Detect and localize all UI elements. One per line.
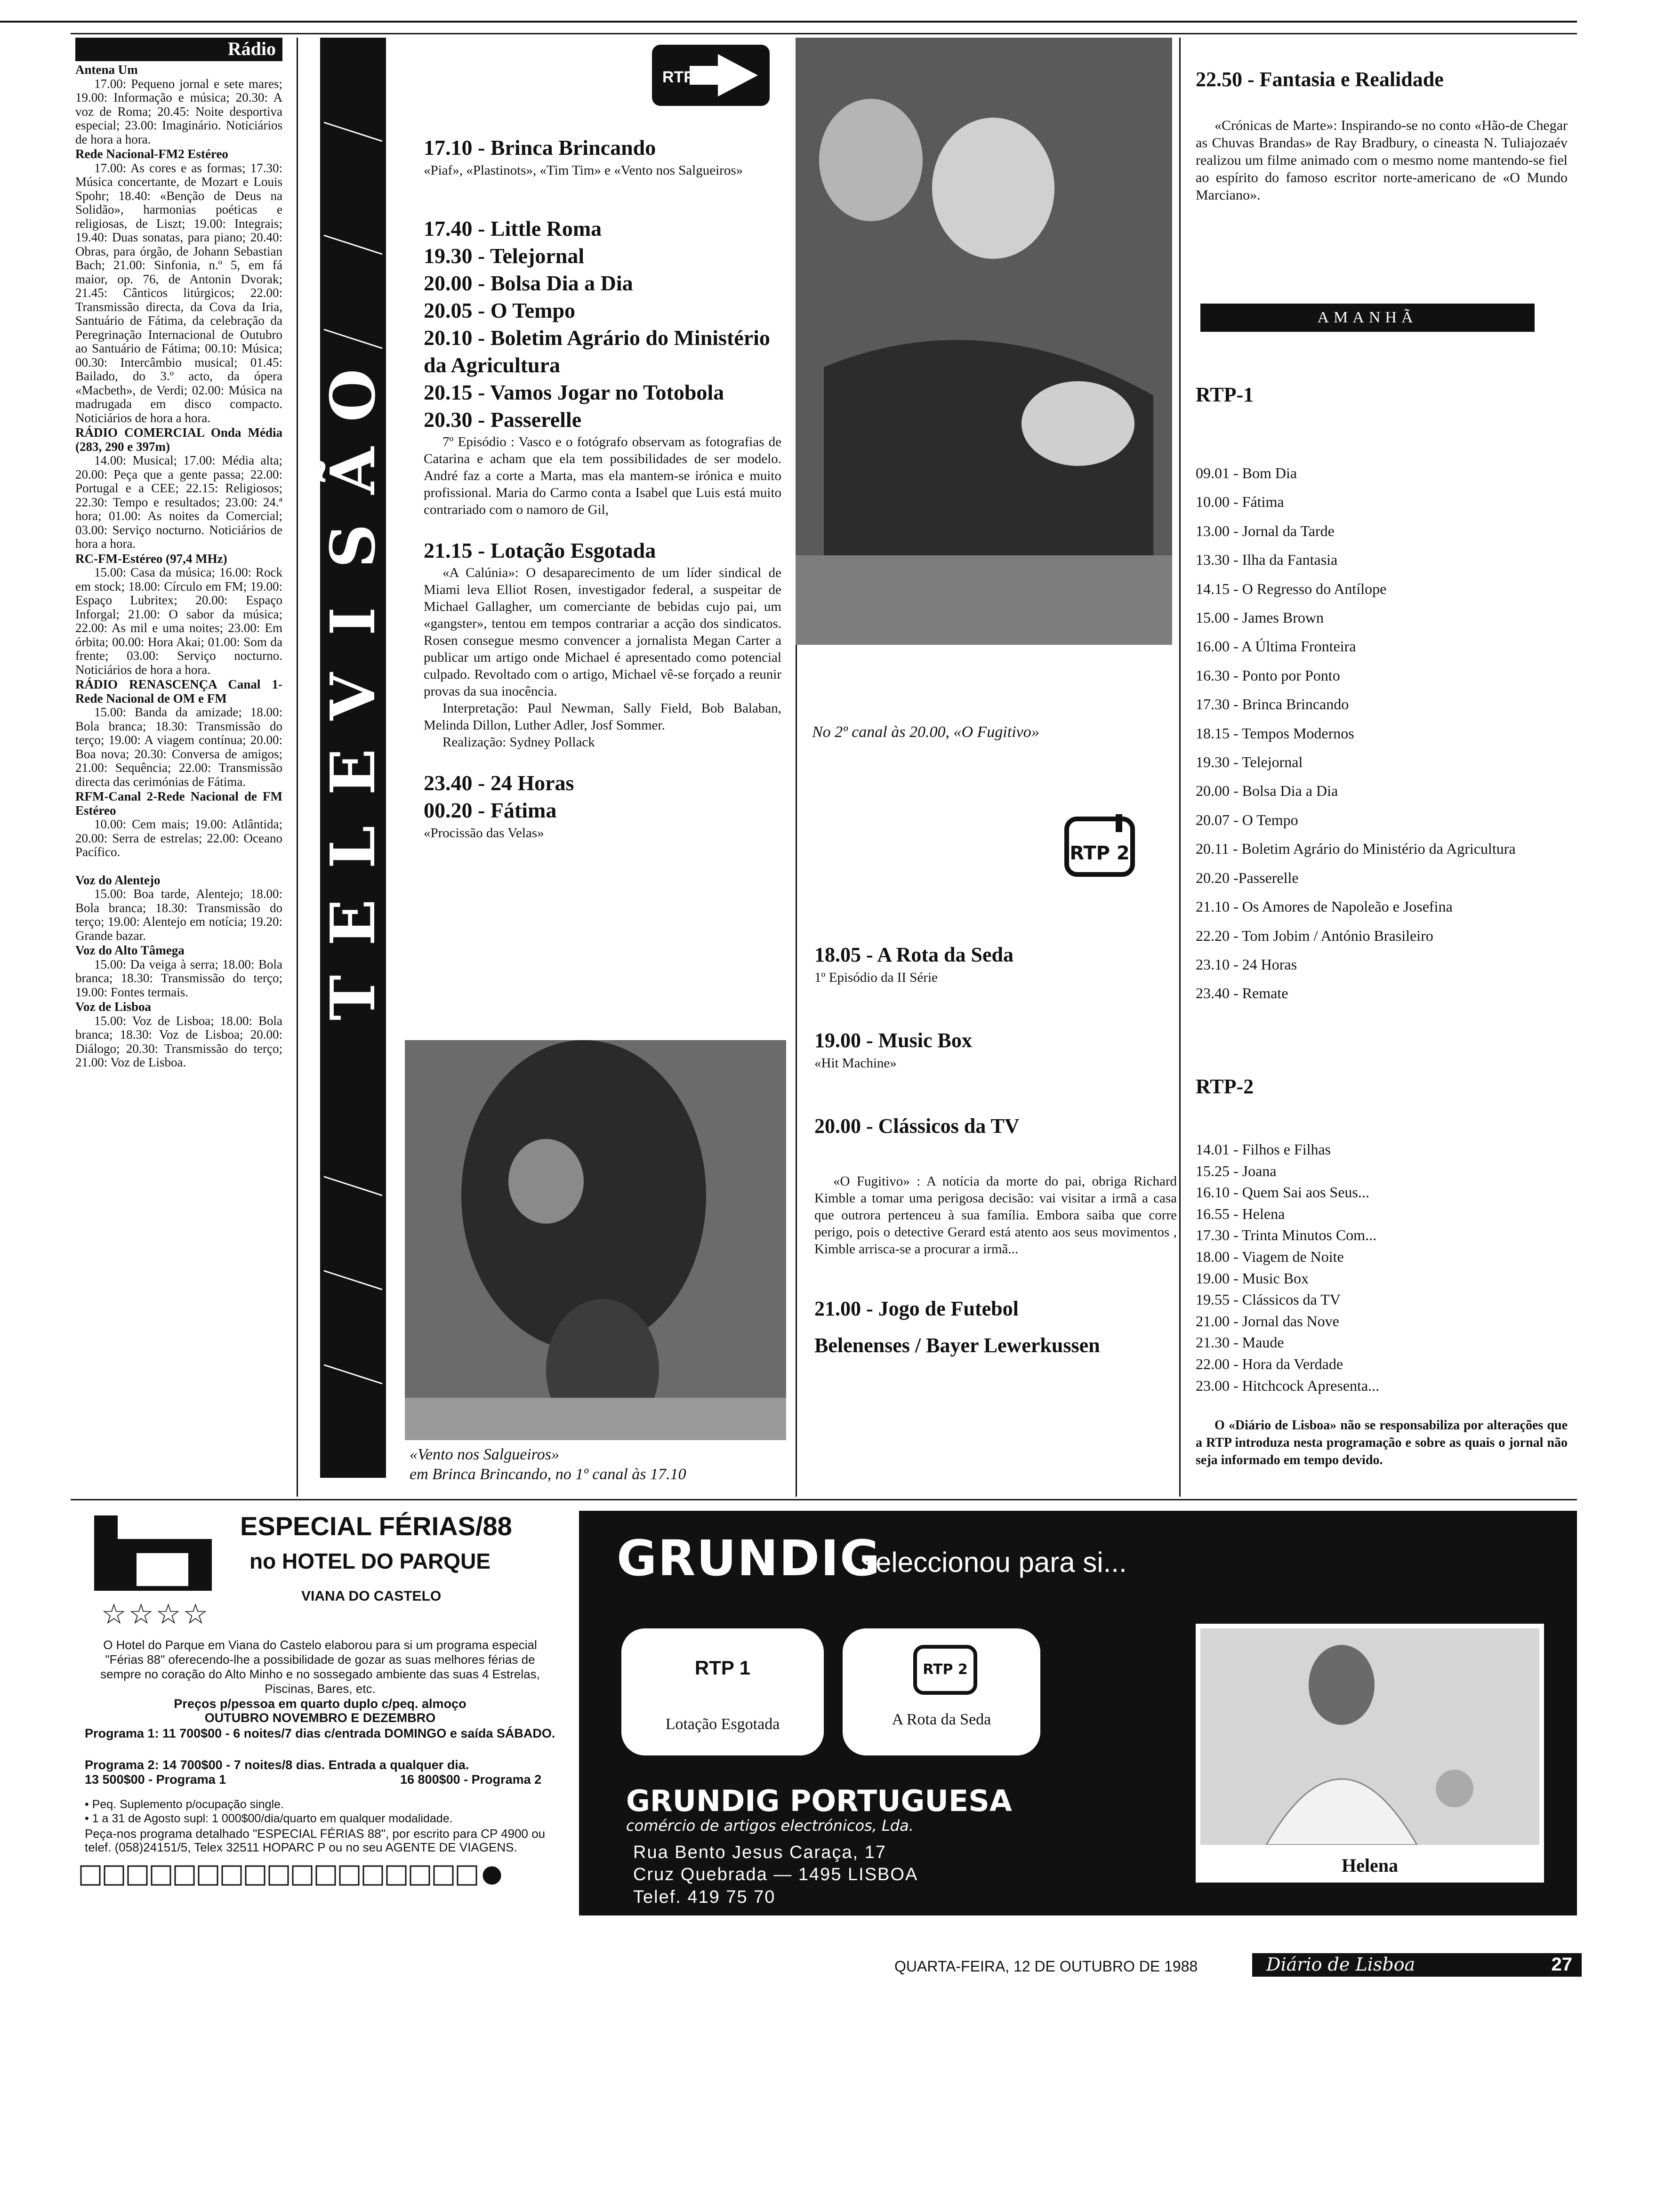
hotel-ad-prog1: Programa 1: 11 700$00 - 6 noites/7 dias c/entrada DOMINGO e saída SÁBADO. — [85, 1726, 555, 1740]
tomorrow-item: 13.30 - Ilha da Fantasia — [1196, 551, 1338, 569]
lotacao-description: «A Calúnia»: O desaparecimento de um líder sindical de Miami leva Elliot Rosen, investigador federal, a suspeitar de Michael Gallagher, um comerciante de bebidas cujo pai, um «gangster», tentou em tempos contrariar a acção dos sindicatos. Rosen consegue mesmo convencer a jornalista Megan Carter a publicar um artigo onde Michael é apresentado como potencial culpado. Revoltado com o artigo, Michael vê-se forçado a reunir provas da sua inocência. — [424, 565, 781, 699]
tomorrow-item: 17.30 - Trinta Minutos Com... — [1196, 1226, 1377, 1244]
slot-title: 00.20 - Fátima — [424, 798, 557, 822]
slot-title: 21.15 - Lotação Esgotada — [424, 538, 656, 562]
tomorrow-item: 16.30 - Ponto por Ponto — [1196, 666, 1340, 684]
tomorrow-item: 10.00 - Fátima — [1196, 493, 1284, 511]
station-schedule: 15.00: Casa da música; 16.00: Rock em stock; 18.00: Círculo em FM; 19.00: Espaço Lubritex; 20.00: Espaço Inforgal; 21.00: O sabor da música; 22.00: As mil e uma noites; 23.00: Em órbita; 00.00: Hora Akai; 01.00: Som da frente; 03.00: Serviço nocturno. Noticiários de hora a hora. — [75, 565, 282, 677]
hotel-ad-body: O Hotel do Parque em Viana do Castelo elaborou para si um programa especial "Férias 88" oferecendo-lhe a possibilidade de gozar as suas melhores férias de sempre no coração do Alto Minho e no sossegado ambiente das suas 4 Estrelas, Piscinas, Bares, etc. — [100, 1638, 540, 1696]
tomorrow-item: 15.00 - James Brown — [1196, 609, 1324, 626]
radio-block-alto-tamega — [75, 944, 282, 999]
hotel-logo — [85, 1511, 226, 1600]
tv-screen-2 — [843, 1628, 1040, 1755]
hotel-ad-price-b: 16 800$00 - Programa 2 — [400, 1772, 542, 1787]
disclaimer — [1196, 1417, 1568, 1469]
station-schedule: 15.00: Da veiga à serra; 18.00: Bola branca; 18.30: Transmissão do terço; 19.00: Fontes termais. — [75, 957, 282, 999]
tomorrow-item: 14.01 - Filhos e Filhas — [1196, 1141, 1331, 1158]
slot-title: 19.30 - Telejornal — [424, 244, 585, 268]
hotel-ad-note3: Peça-nos programa detalhado "ESPECIAL FÉRIAS 88", por escrito para CP 4900 ou telef. (058)24151/5, Telex 32511 HOPARC P ou no seu AGENTE DE VIAGENS. — [85, 1827, 546, 1854]
slot-subtitle: «Hit Machine» — [814, 1056, 897, 1071]
fantasia-description: «Crónicas de Marte»: Inspirando-se no conto «Hão-de Chegar as Chuvas Brandas» de Ray Bradbury, o cineasta N. Tuliajozaév realizou um filme animado com o mesmo nome mantendo-se fiel ao espírito do famoso escritor norte-americano de «O Mundo Marciano». — [1196, 118, 1568, 203]
header-rule — [71, 33, 1577, 34]
amanha-header: AMANHÃ — [1200, 304, 1535, 332]
tomorrow-item: 23.40 - Remate — [1196, 985, 1288, 1002]
station-schedule: 10.00: Cem mais; 19.00: Atlântida; 20.00: Serra de estrelas; 22.00: Oceano Pacífico. — [75, 817, 282, 859]
slot-subtitle: «Piaf», «Plastinots», «Tim Tim» e «Vento nos Salgueiros» — [424, 163, 743, 178]
slot-title: 20.10 - Boletim Agrário do Ministério da Agricultura — [424, 326, 770, 377]
tomorrow-rtp2 — [1196, 1073, 1568, 1100]
tomorrow-item: 17.30 - Brinca Brincando — [1196, 696, 1349, 713]
tomorrow-item: 14.15 - O Regresso do Antílope — [1196, 580, 1387, 597]
radio-block-fm2 — [75, 147, 282, 425]
station-name: Voz de Lisboa — [75, 1000, 152, 1014]
hotel-ad-months: OUTUBRO NOVEMBRO E DEZEMBRO — [204, 1711, 436, 1725]
band-letter: V — [317, 673, 389, 721]
band-letter: E — [317, 899, 389, 946]
hotel-ad-place: VIANA DO CASTELO — [301, 1588, 442, 1604]
radio-header: Rádio — [75, 38, 282, 61]
station-name: Voz do Alentejo — [75, 873, 161, 887]
radio-block-voz-lisboa — [75, 1000, 282, 1070]
rtp1-schedule — [424, 134, 781, 845]
channel-heading: RTP-1 — [1196, 383, 1254, 406]
tomorrow-item: 19.30 - Telejornal — [1196, 753, 1303, 771]
hotel-ad-prices-head: Preços p/pessoa em quarto duplo c/peq. almoço — [174, 1697, 467, 1711]
tomorrow-item: 18.15 - Tempos Modernos — [1196, 724, 1354, 742]
radio-block-rc-fm — [75, 552, 282, 677]
radio-block-comercial — [75, 426, 282, 551]
tomorrow-item: 16.10 - Quem Sai aos Seus... — [1196, 1184, 1369, 1201]
station-name: RÁDIO RENASCENÇA Canal 1-Rede Nacional de OM e FM — [75, 677, 282, 705]
hotel-ad-title: ESPECIAL FÉRIAS/88 — [240, 1511, 512, 1541]
tomorrow-item: 23.10 - 24 Horas — [1196, 955, 1297, 973]
band-letter: L — [317, 825, 389, 869]
tv2-logo: RTP 2 — [913, 1645, 977, 1695]
rtp2-logo — [1064, 814, 1139, 880]
station-name: Voz do Alto Tâmega — [75, 943, 185, 957]
band-letter: T — [317, 975, 389, 1021]
grundig-phone: Telef. 419 75 70 — [633, 1887, 776, 1907]
footer-paper-name: Diário de Lisboa — [1266, 1954, 1416, 1975]
band-letter: O — [317, 369, 389, 422]
hotel-ad-prog2: Programa 2: 14 700$00 - 7 noites/8 dias. Entrada a qualquer dia. — [85, 1758, 469, 1772]
column-divider — [1179, 38, 1181, 1497]
tomorrow-item: 15.25 - Joana — [1196, 1162, 1277, 1179]
slot-title: 20.05 - O Tempo — [424, 298, 576, 322]
station-name: RC-FM-Estéreo (97,4 MHz) — [75, 551, 227, 566]
grundig-tagline: seleccionou para si... — [861, 1547, 1127, 1578]
tomorrow-item: 18.00 - Viagem de Noite — [1196, 1248, 1344, 1265]
band-letter: S — [317, 524, 389, 568]
photo-vento-nos-salgueiros — [405, 1040, 786, 1440]
tomorrow-rtp1-list — [1196, 459, 1568, 1008]
radio-block-renascenca — [75, 678, 282, 789]
tv1-label: Lotação Esgotada — [665, 1715, 780, 1733]
photo-caption-rtp2: No 2º canal às 20.00, «O Fugitivo» — [812, 723, 1039, 741]
station-name: RÁDIO COMERCIAL Onda Média (283, 290 e 397m) — [75, 425, 282, 454]
fantasia-section — [1196, 66, 1568, 204]
tomorrow-item: 19.00 - Music Box — [1196, 1269, 1309, 1287]
slot-title: 19.00 - Music Box — [814, 1029, 972, 1052]
slot-title: 20.00 - Bolsa Dia a Dia — [424, 271, 633, 295]
ad-grundig — [579, 1511, 1577, 1915]
rtp1-logo — [652, 40, 770, 111]
grundig-company: GRUNDIG PORTUGUESA — [626, 1784, 1012, 1818]
tv2-label: A Rota da Seda — [892, 1711, 991, 1728]
hotel-ad-subtitle: no HOTEL DO PARQUE — [249, 1549, 491, 1573]
band-letter: I — [317, 607, 389, 636]
tomorrow-item: 21.30 - Maude — [1196, 1334, 1284, 1351]
hotel-ad-note2: • 1 a 31 de Agosto supl: 1 000$00/dia/quarto em qualquer modalidade. — [85, 1812, 453, 1825]
section-rule — [71, 1499, 1577, 1500]
rtp2-schedule — [814, 941, 1177, 1359]
hotel-amenity-icons — [80, 1864, 551, 1887]
slot-subtitle: 1º Episódio da II Série — [814, 970, 938, 985]
hotel-ad-price-a: 13 500$00 - Programa 1 — [85, 1772, 226, 1787]
photo-caption-rtp1 — [410, 1445, 786, 1484]
tomorrow-item: 23.00 - Hitchcock Apresenta... — [1196, 1377, 1380, 1394]
tomorrow-item: 09.01 - Bom Dia — [1196, 465, 1297, 481]
tomorrow-rtp2-list — [1196, 1139, 1568, 1396]
band-letter: E — [317, 748, 389, 795]
slot-subtitle: «Procissão das Velas» — [424, 825, 544, 841]
station-name: RFM-Canal 2-Rede Nacional de FM Estéreo — [75, 789, 282, 817]
slot-title: 17.10 - Brinca Brincando — [424, 136, 656, 160]
tomorrow-item: 19.55 - Clássicos da TV — [1196, 1291, 1341, 1308]
slot-title: 20.00 - Clássicos da TV — [814, 1114, 1020, 1138]
tomorrow-item: 20.11 - Boletim Agrário do Ministério da Agricultura — [1196, 840, 1516, 858]
grundig-address-1: Rua Bento Jesus Caraça, 17 — [633, 1843, 886, 1862]
slot-title: 21.00 - Jogo de Futebol — [814, 1297, 1019, 1320]
hotel-ad-note1: • Peq. Suplemento p/ocupação single. — [85, 1798, 284, 1811]
rtp1-logo-text: RTP — [662, 68, 694, 86]
radio-block-antena-um — [75, 63, 282, 146]
fugitivo-description: «O Fugitivo» : A notícia da morte do pai, obriga Richard Kimble a tomar uma perigosa decisão: vai visitar a irmã a casa que outrora pertenceu à sua família. Embora saiba que corre perigo, pois o detective Gerard está atento aos seus movimentos , Kimble arrisca-se a procurar a irmã... — [814, 1174, 1177, 1257]
radio-listings — [75, 38, 282, 1497]
slot-title: 18.05 - A Rota da Seda — [814, 943, 1014, 966]
helena-photo-frame — [1196, 1624, 1544, 1883]
slot-title: 22.50 - Fantasia e Realidade — [1196, 68, 1444, 91]
photo-image — [405, 1040, 786, 1440]
station-name: Antena Um — [75, 63, 138, 77]
grundig-address-2: Cruz Quebrada — 1495 LISBOA — [633, 1865, 918, 1884]
tomorrow-rtp1 — [1196, 381, 1568, 409]
rtp2-logo-text: RTP 2 — [1070, 842, 1130, 864]
tv1-logo: RTP 1 — [694, 1657, 751, 1679]
column-divider — [297, 38, 298, 1497]
station-schedule: 17.00: Pequeno jornal e sete mares; 19.00: Informação e música; 20.30: A voz de Roma; 20.45: Noite desportiva especial; 23.00: Imaginário. Noticiários de hora a hora. — [75, 76, 282, 146]
helena-photo — [1200, 1628, 1539, 1845]
slot-title: 23.40 - 24 Horas — [424, 771, 574, 795]
tomorrow-item: 21.00 - Jornal das Nove — [1196, 1312, 1339, 1330]
radio-block-alentejo — [75, 874, 282, 943]
ad-hotel-do-parque — [71, 1511, 560, 1887]
tomorrow-item: 21.10 - Os Amores de Napoleão e Josefina — [1196, 898, 1453, 915]
slot-title: 20.30 - Passerelle — [424, 408, 582, 432]
tomorrow-item: 22.00 - Hora da Verdade — [1196, 1355, 1343, 1372]
caption-line: «Vento nos Salgueiros» — [410, 1446, 559, 1463]
slot-title: Belenenses / Bayer Lewerkussen — [814, 1334, 1100, 1357]
station-schedule: 17.00: As cores e as formas; 17.30: Música concertante, de Mozart e Louis Spohr; 18.40: «Benção de Deus na Solidão», harmonias poéticas e religiosas, de Liszt; 19.00: Integrais; 19.40: Duas sonatas, para piano; 20.40: Obras, para órgão, de Johann Sebastian Bach; 21.00: Sinfonia, n.º 5, em fá maior, op. 76, de Antonin Dvorak; 21.45: Cânticos litúrgicos; 22.00: Transmissão directa, da Cova da Iria, Santuário de Fátima, da celebração da Peregrinação Internacional de Outubro ao Santuário de Fátima; 00.10: Música; 00.30: Intercâmbio musical; 01.45: Bailado, do 3.º acto, da ópera «Macbeth», de Verdi; 02.00: Música na madrugada em disco compacto. Noticiários de hora a hora. — [75, 160, 282, 425]
caption-line: em Brinca Brincando, no 1º canal às 17.10 — [410, 1466, 686, 1483]
grundig-brand: GRUNDIG — [617, 1530, 881, 1587]
page-footer — [894, 1953, 1582, 1981]
station-schedule: 14.00: Musical; 17.00: Média alta; 20.00: Peça que a gente passa; 22.00: Portugal e a CEE; 22.15: Religiosos; 22.30: Tempo e resultados; 23.00: 24.ª hora; 01.00: As noites da Comercial; 03.00: Serviço nocturno. Noticiários de hora a hora. — [75, 453, 282, 551]
station-name: Rede Nacional-FM2 Estéreo — [75, 147, 228, 161]
grundig-company-sub: comércio de artigos electrónicos, Lda. — [626, 1817, 914, 1835]
tomorrow-item: 13.00 - Jornal da Tarde — [1196, 522, 1335, 539]
top-rule — [0, 21, 1577, 23]
station-schedule: 15.00: Boa tarde, Alentejo; 18.00: Bola branca; 18.30: Transmissão do terço; 19.00: Alentejo em notícia; 19.20: Grande bazar. — [75, 887, 282, 943]
slot-title: 17.40 - Little Roma — [424, 216, 602, 240]
tomorrow-item: 20.07 - O Tempo — [1196, 811, 1298, 828]
photo-o-fugitivo — [796, 38, 1172, 645]
photo-image — [796, 38, 1172, 645]
footer-masthead — [1252, 1953, 1582, 1977]
hotel-stars: ☆☆☆☆ — [101, 1598, 210, 1630]
tv-screen-1 — [621, 1628, 824, 1755]
page-number: 27 — [1551, 1954, 1572, 1975]
tomorrow-item: 22.20 - Tom Jobim / António Brasileiro — [1196, 927, 1433, 944]
footer-date: QUARTA-FEIRA, 12 DE OUTUBRO DE 1988 — [894, 1958, 1198, 1975]
disclaimer-text: O «Diário de Lisboa» não se responsabiliza por alterações que a RTP introduza nesta programação e sobre as quais o jornal não seja informado em tempo devido. — [1196, 1418, 1568, 1467]
passerelle-description: 7º Episódio : Vasco e o fotógrafo observam as fotografias de Catarina e acham que ela tem possibilidades de ser modelo. André faz a corte a Marta, mas ela mantem-se irónica e muito profissional. Maria do Carmo conta a Isabel que Luis está muito contrariado com o namoro de Gil, — [424, 434, 781, 517]
tomorrow-item: 16.00 - A Última Fronteira — [1196, 638, 1356, 655]
lotacao-cast: Interpretação: Paul Newman, Sally Field, Bob Balaban, Melinda Dillon, Luther Adler, Josf Sommer. — [424, 701, 781, 733]
tomorrow-item: 16.55 - Helena — [1196, 1205, 1285, 1222]
station-schedule: 15.00: Banda da amizade; 18.00: Bola branca; 18.30: Transmissão do terço; 19.00: A viagem contínua; 20.00: Boa nova; 20.30: Conversa de amigos; 21.00: Sequência; 22.00: Transmissão directa das cerimónias de Fátima. — [75, 705, 282, 789]
channel-heading: RTP-2 — [1196, 1075, 1254, 1098]
tomorrow-item: 20.00 - Bolsa Dia a Dia — [1196, 782, 1338, 800]
station-schedule: 15.00: Voz de Lisboa; 18.00: Bola branca; 18.30: Voz de Lisboa; 20.00: Diálogo; 20.30: Transmissão do terço; 21.00: Voz de Lisboa. — [75, 1013, 282, 1069]
slot-title: 20.15 - Vamos Jogar no Totobola — [424, 380, 724, 404]
band-letter: Ã — [317, 447, 389, 495]
lotacao-director: Realização: Sydney Pollack — [442, 735, 595, 750]
television-letters — [317, 358, 389, 1035]
helena-label: Helena — [1342, 1855, 1398, 1876]
tomorrow-item: 20.20 -Passerelle — [1196, 869, 1299, 886]
radio-block-rfm — [75, 790, 282, 859]
